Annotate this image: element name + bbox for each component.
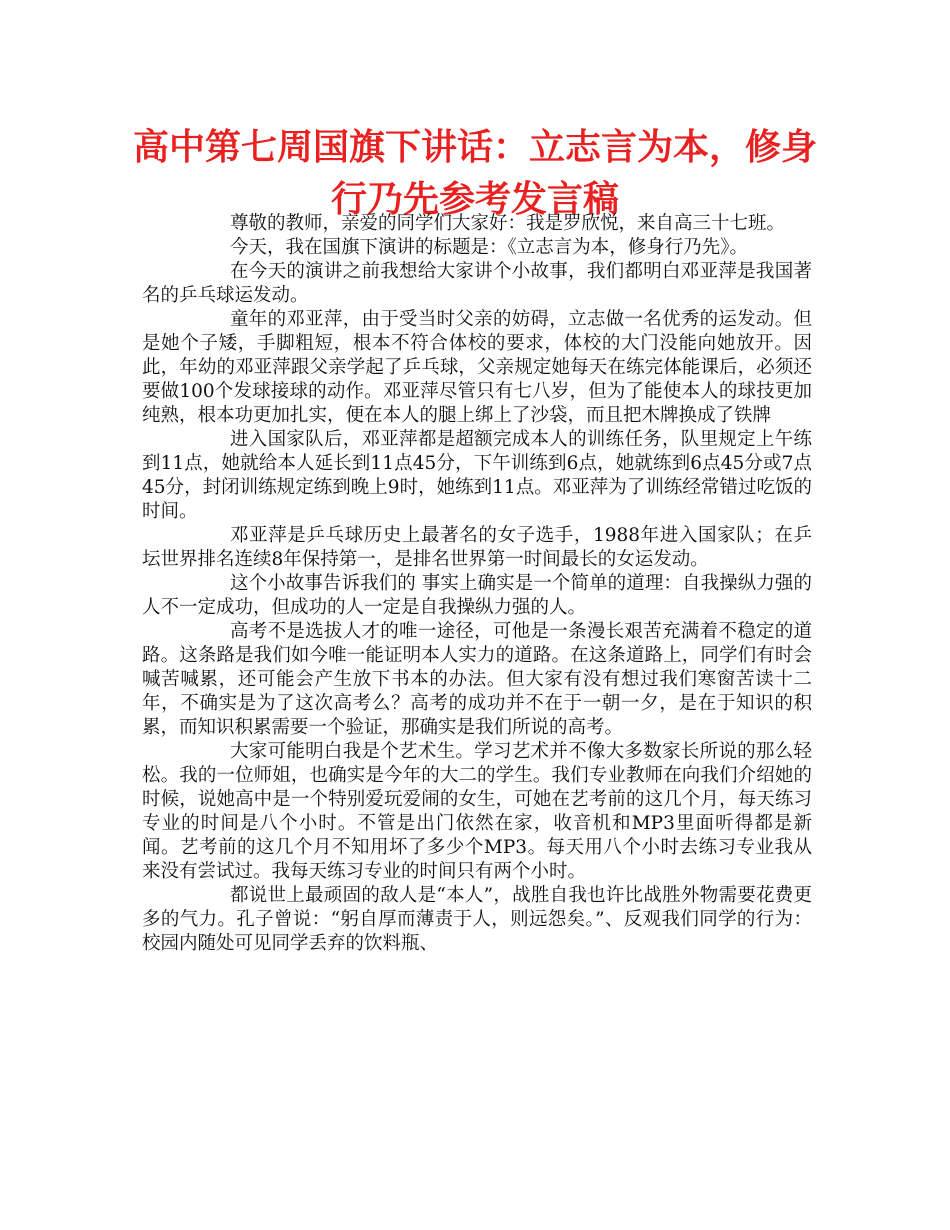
paragraph-national-team: 进入国家队后，邓亚萍都是超额完成本人的训练任务，队里规定上午练到11点，她就给本人延长到11点45分，下午训练到6点，她就练到6点45分或7点45分，封闭训练规定练到晚上9时，她练到11点。邓亚萍为了训练经常错过吃饭的时间。 (142, 429, 812, 522)
paragraph-speech-title: 今天，我在国旗下演讲的标题是：《立志言为本，修身行乃先》。 (230, 237, 749, 258)
paragraph-childhood: 童年的邓亚萍，由于受当时父亲的妨碍，立志做一名优秀的运发动。但是她个子矮，手脚粗短，根本不符合体校的要求，体校的大门没能向她放开。因此，年幼的邓亚萍跟父亲学起了乒乓球，父亲规定她每天在练完体能课后，必须还要做100个发球接球的动作。邓亚萍尽管只有七八岁，但为了能使本人的球技更加纯熟，根本功更加扎实，便在本人的腿上绑上了沙袋，而且把木牌换成了铁牌 (142, 309, 812, 426)
paragraph-gaokao: 高考不是选拔人才的唯一途径，可他是一条漫长艰苦充满着不稳定的道路。这条路是我们如今唯一能证明本人实力的道路。在这条道路上，同学们有时会喊苦喊累，还可能会产生放下书本的办法。但大家有没有想过我们寒窗苦读十二年，不确实是为了这次高考么？高考的成功并不在于一朝一夕，是在于知识的积累，而知识积累需要一个验证，那确实是我们所说的高考。 (142, 621, 812, 738)
paragraph-self-control: 都说世上最顽固的敌人是“本人”，战胜自我也许比战胜外物需要花费更多的气力。孔子曾说：“躬自厚而薄责于人，则远怨矣。”、反观我们同学的行为：校园内随处可见同学丢弃的饮料瓶、 (142, 885, 812, 954)
paragraph-achievements: 邓亚萍是乒乓球历史上最著名的女子选手，1988年进入国家队；在乒坛世界排名连续8年保持第一，是排名世界第一时间最长的女运发动。 (142, 525, 812, 570)
paragraph-greeting: 尊敬的教师，亲爱的同学们大家好：我是罗欣悦，来自高三十七班。 (230, 213, 786, 234)
document-title: 高中第七周国旗下讲话：立志言为本，修身行乃先参考发言稿 (132, 127, 817, 220)
paragraph-lesson: 这个小故事告诉我们的 事实上确实是一个简单的道理：自我操纵力强的人不一定成功，但成功的人一定是自我操纵力强的人。 (142, 573, 812, 618)
paragraph-art-student: 大家可能明白我是个艺术生。学习艺术并不像大多数家长所说的那么轻松。我的一位师姐，也确实是今年的大二的学生。我们专业教师在向我们介绍她的时候，说她高中是一个特别爱玩爱闹的女生，可她在艺考前的这几个月，每天练习专业的时间是八个小时。不管是出门依然在家，收音机和MP3里面听得都是新闻。艺考前的这几个月不知用坏了多少个MP3。每天用八个小时去练习专业我从来没有尝试过。我每天练习专业的时间只有两个小时。 (142, 741, 812, 882)
paragraph-story-intro: 在今天的演讲之前我想给大家讲个小故事，我们都明白邓亚萍是我国著名的乒乓球运发动。 (142, 261, 812, 306)
document-body (142, 212, 812, 956)
